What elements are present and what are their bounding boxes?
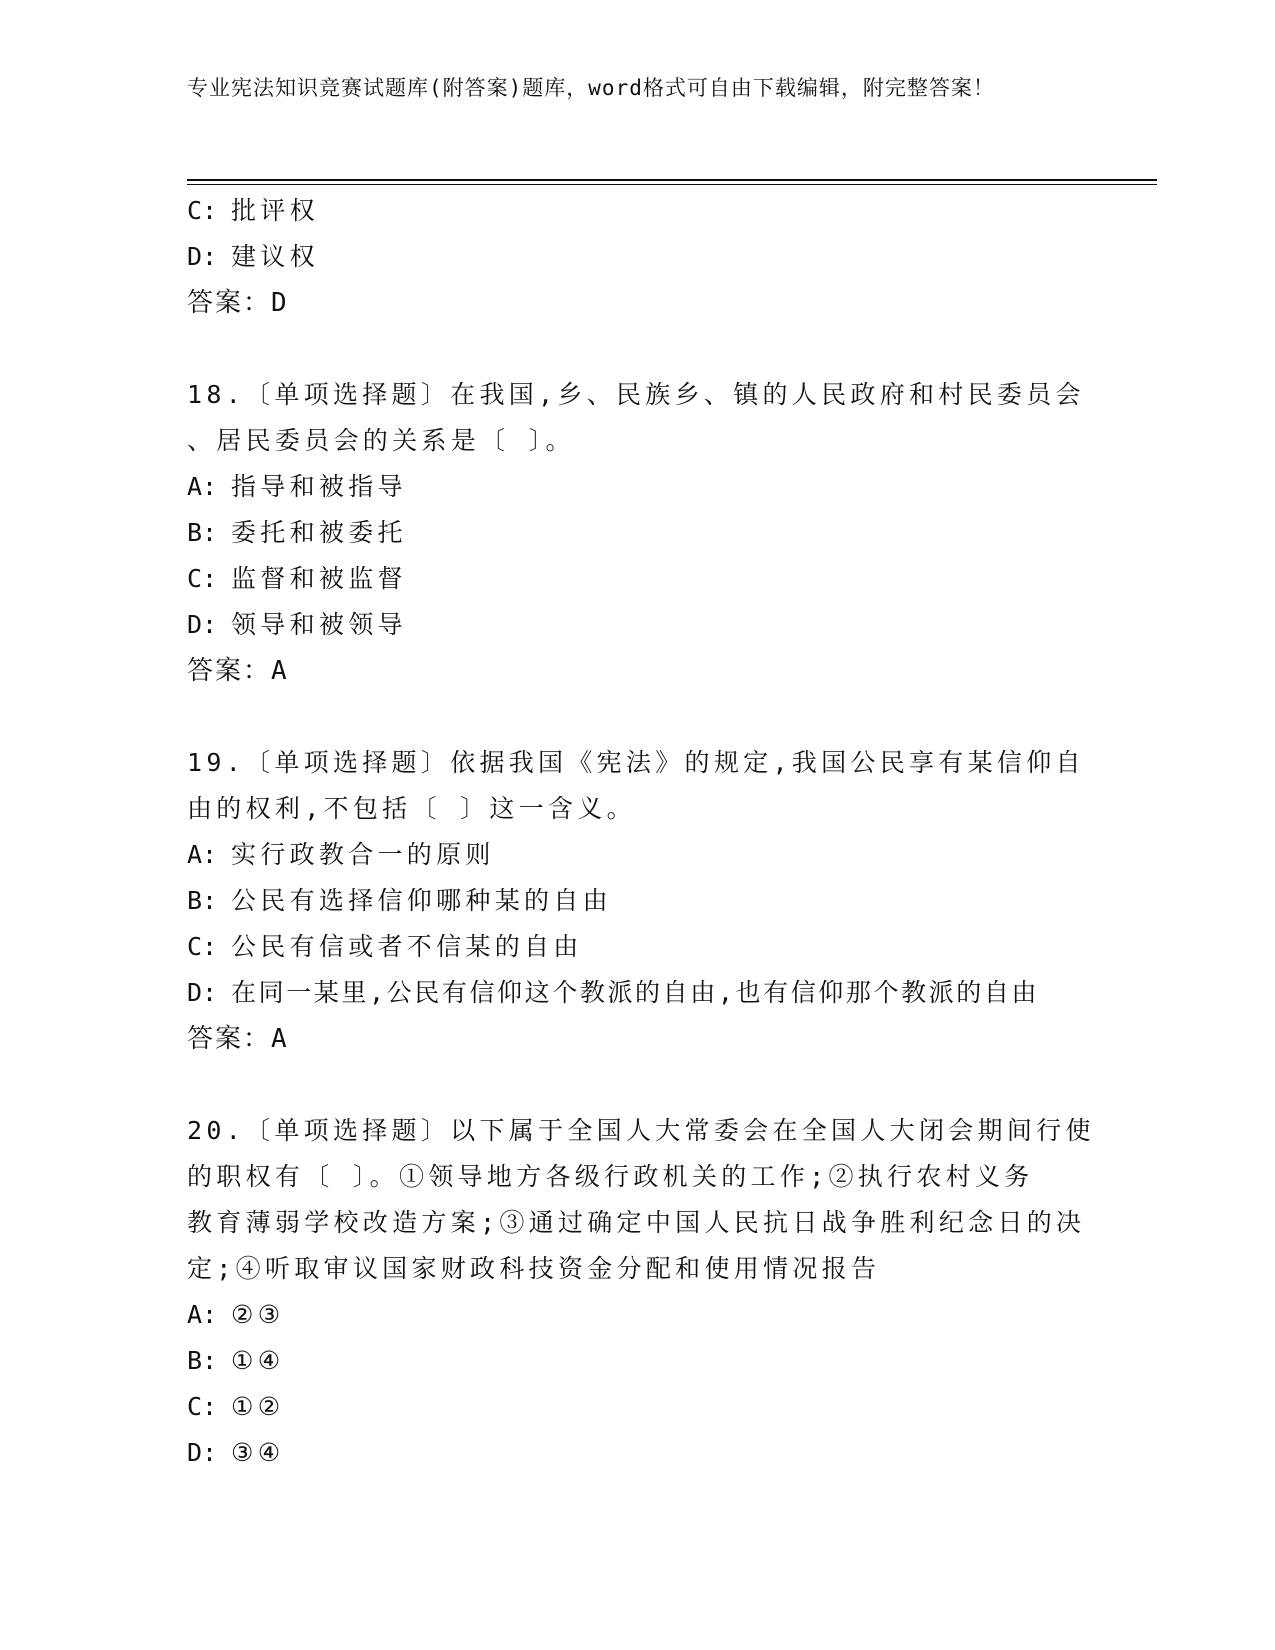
option-item [187,970,1087,1016]
answer-line: 答案：A [187,656,289,686]
option-label: C: [187,932,218,961]
option-item [187,234,1087,280]
option-label: A: [187,472,218,501]
option-label: D: [187,978,218,1007]
option-text: ②③ [231,1300,285,1329]
question-stem-line: 、居民委员会的关系是〔 〕。 [187,426,575,455]
option-label: C: [187,1392,218,1421]
answer-line: 答案：A [187,1024,289,1054]
option-text: 指导和被指导 [231,472,407,501]
option-item [187,1430,1087,1476]
option-item [187,924,1087,970]
option-label: B: [187,886,218,915]
option-item [187,1292,1087,1338]
option-label: D: [187,1438,218,1467]
option-label: B: [187,518,218,547]
question-stem-line: 由的权利,不包括〔 〕这一含义。 [187,794,636,823]
option-label: A: [187,1300,218,1329]
question-stem-line: 19.〔单项选择题〕依据我国《宪法》的规定,我国公民享有某信仰自 [187,748,1085,777]
option-item [187,1338,1087,1384]
question-stem-line: 20.〔单项选择题〕以下属于全国人大常委会在全国人大闭会期间行使 [187,1116,1095,1145]
option-text: ③④ [231,1438,285,1467]
option-text: ①② [231,1392,285,1421]
header-divider-thick [187,179,1157,181]
question-stem-line: 的职权有〔 〕。①领导地方各级行政机关的工作;②执行农村义务 [187,1162,1034,1191]
option-item [187,602,1087,648]
answer-line: 答案：D [187,288,289,318]
option-text: 委托和被委托 [231,518,407,547]
option-label: C: [187,564,218,593]
option-item [187,878,1087,924]
question-stem-line: 教育薄弱学校改造方案;③通过确定中国人民抗日战争胜利纪念日的决 [187,1208,1086,1237]
option-text: 批评权 [231,196,319,225]
option-label: B: [187,1346,218,1375]
option-text: 领导和被领导 [231,610,407,639]
question-stem-line: 18.〔单项选择题〕在我国,乡、民族乡、镇的人民政府和村民委员会 [187,380,1085,409]
question-20 [187,1108,1095,1476]
question-18 [187,372,1087,694]
option-item [187,1384,1087,1430]
option-item [187,832,1087,878]
option-text: 建议权 [231,242,319,271]
option-label: D: [187,242,218,271]
option-label: D: [187,610,218,639]
continued-question [187,188,1087,326]
option-label: A: [187,840,218,869]
question-19 [187,740,1087,1062]
option-text: 实行政教合一的原则 [231,840,495,869]
option-text: 公民有信或者不信某的自由 [231,932,583,961]
header-divider-thin [187,184,1157,185]
page-header [187,72,1147,104]
option-text: ①④ [231,1346,285,1375]
option-label: C: [187,196,218,225]
option-text: 在同一某里,公民有信仰这个教派的自由,也有信仰那个教派的自由 [231,978,1040,1007]
option-item [187,188,1087,234]
option-text: 公民有选择信仰哪种某的自由 [231,886,612,915]
document-body [187,188,1095,1476]
option-text: 监督和被监督 [231,564,407,593]
option-item [187,556,1087,602]
question-stem-line: 定;④听取审议国家财政科技资金分配和使用情况报告 [187,1254,881,1283]
option-item [187,510,1087,556]
option-item [187,464,1087,510]
header-title: 专业宪法知识竞赛试题库(附答案)题库，word格式可自由下载编辑，附完整答案！ [187,76,995,100]
